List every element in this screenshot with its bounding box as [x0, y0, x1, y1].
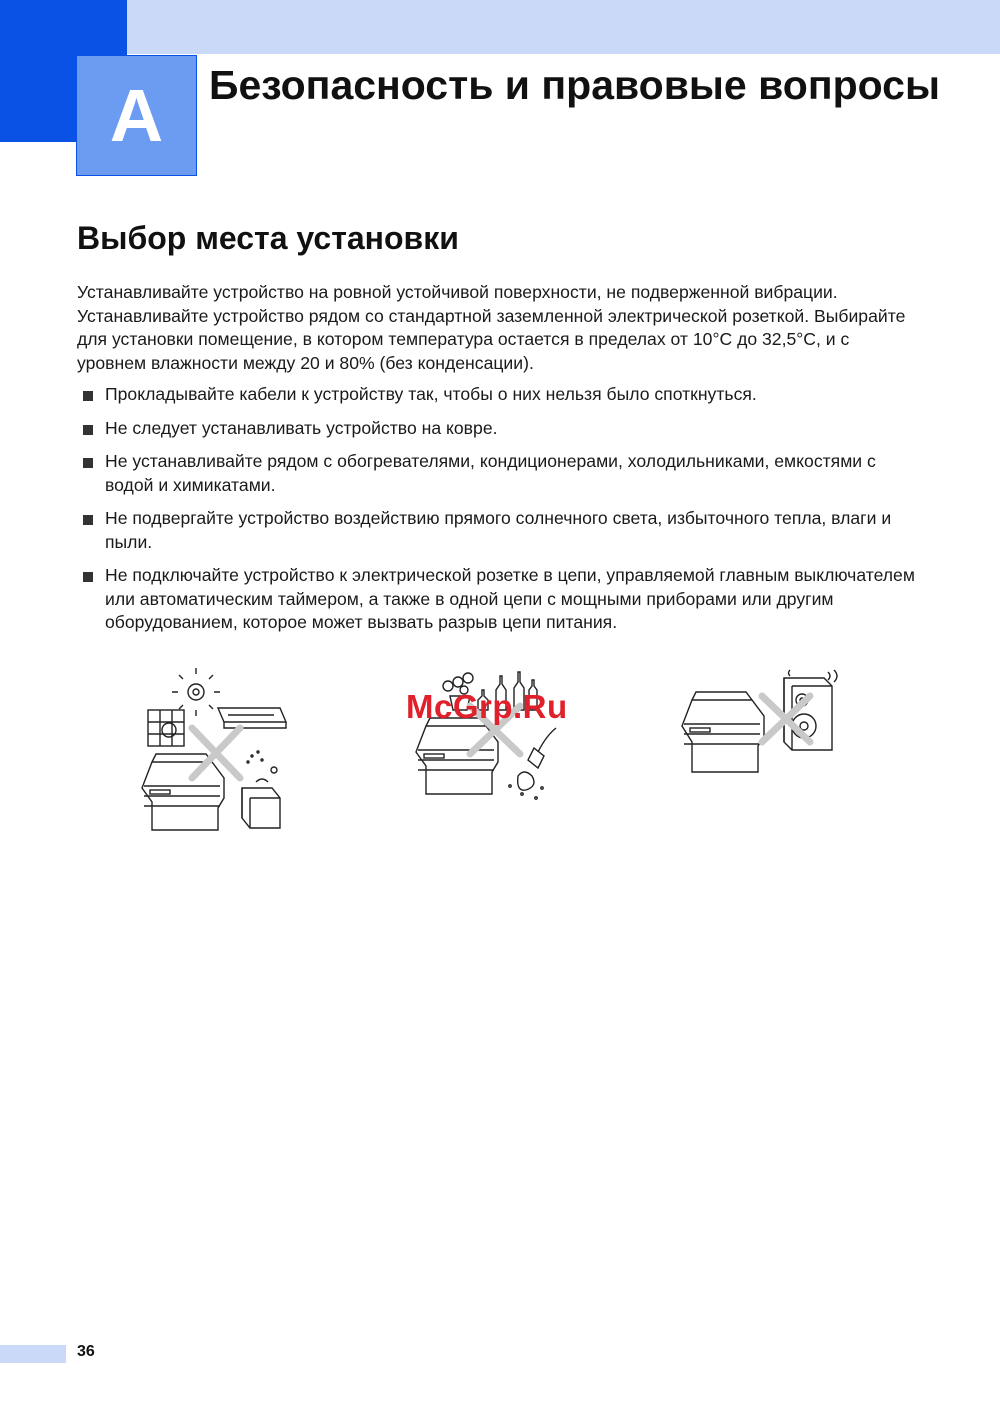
square-bullet-icon [83, 572, 93, 582]
list-item: Не подключайте устройство к электрической розетке в цепи, управляемой главным выключателем или автоматическим таймером, а также в одной цепи с мощными приборами или другим оборудованием, которое может вызвать разрыв цепи питания. [77, 564, 917, 635]
section-title: Выбор места установки [77, 220, 459, 256]
chapter-title: Безопасность и правовые вопросы [209, 62, 940, 108]
printer-near-speaker-crossed-icon [676, 666, 846, 782]
list-item: Не следует устанавливать устройство на ковре. [77, 417, 917, 441]
chapter-letter-box [76, 55, 197, 176]
page-number: 36 [77, 1343, 95, 1360]
square-bullet-icon [83, 425, 93, 435]
chapter-letter: A [109, 74, 164, 157]
bullet-list [77, 383, 917, 645]
list-item: Не устанавливайте рядом с обогревателями, кондиционерами, холодильниками, емкостями с водой и химикатами. [77, 450, 917, 497]
watermark-text: McGrp.Ru [406, 688, 568, 725]
printer-near-heat-sources-crossed-icon [136, 666, 296, 838]
intro-paragraph: Устанавливайте устройство на ровной устойчивой поверхности, не подверженной вибрации. Устанавливайте устройство рядом со стандартной заземленной электрической розеткой. Выбирайте для установки помещение, в котором температура остается в пределах от 10°C до 32,5°C, и с уровнем влажности между 20 и 80% (без конденсации). [77, 282, 906, 373]
header-band [127, 0, 1000, 54]
square-bullet-icon [83, 515, 93, 525]
square-bullet-icon [83, 458, 93, 468]
list-item: Прокладывайте кабели к устройству так, чтобы о них нельзя было споткнуться. [77, 383, 917, 407]
list-item: Не подвергайте устройство воздействию прямого солнечного света, избыточного тепла, влаги и пыли. [77, 507, 917, 554]
square-bullet-icon [83, 391, 93, 401]
footer-band [0, 1345, 66, 1363]
